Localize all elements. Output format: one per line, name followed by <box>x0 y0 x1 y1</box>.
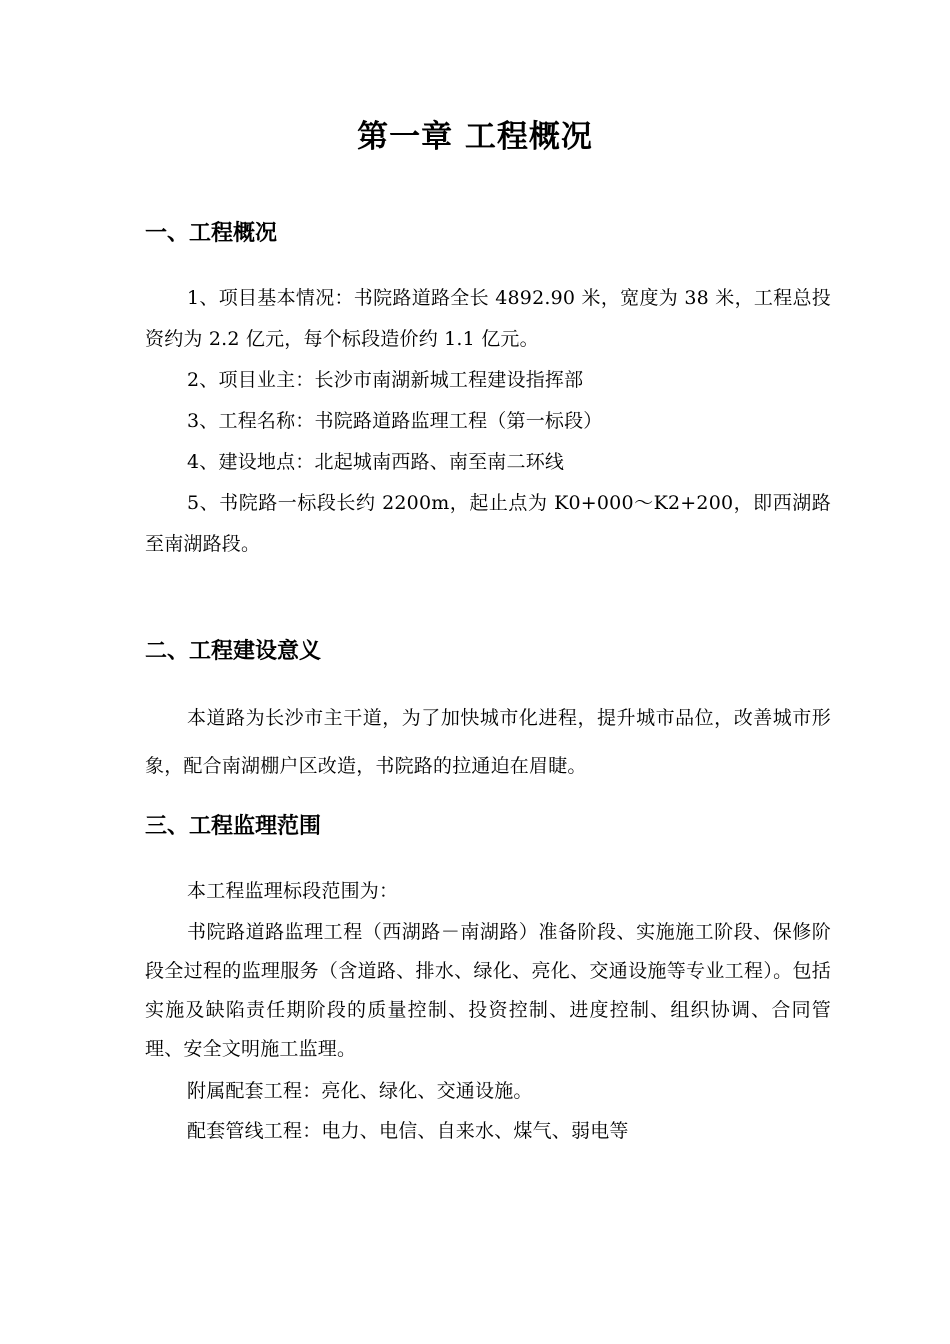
paragraph-section-length: 5、书院路一标段长约 2200m，起止点为 K0+000～K2+200，即西湖路至南湖路段。 <box>145 492 831 555</box>
paragraph-scope-detail: 书院路道路监理工程（西湖路－南湖路）准备阶段、实施施工阶段、保修阶段全过程的监理服务（含道路、排水、绿化、亮化、交通设施等专业工程）。包括实施及缺陷责任期阶段的质量控制、投资控制、进度控制、组织协调、合同管理、安全文明施工监理。 <box>145 921 831 1060</box>
chapter-title: 第一章 工程概况 <box>357 119 593 155</box>
paragraph-scope-intro: 本工程监理标段范围为： <box>187 880 399 902</box>
section-heading-supervision-scope: 三、工程监理范围 <box>145 814 322 839</box>
paragraph-pipeline-works: 配套管线工程：电力、电信、自来水、煤气、弱电等 <box>187 1120 629 1142</box>
paragraph-project-basics: 1、项目基本情况：书院路道路全长 4892.90 米，宽度为 38 米，工程总投资约为 2.2 亿元，每个标段造价约 1.1 亿元。 <box>145 287 831 350</box>
section-heading-significance: 二、工程建设意义 <box>145 639 322 664</box>
paragraph-project-name: 3、工程名称：书院路道路监理工程（第一标段） <box>187 410 603 432</box>
paragraph-auxiliary-works: 附属配套工程：亮化、绿化、交通设施。 <box>187 1080 533 1102</box>
paragraph-project-owner: 2、项目业主：长沙市南湖新城工程建设指挥部 <box>187 369 584 391</box>
paragraph-significance: 本道路为长沙市主干道，为了加快城市化进程，提升城市品位，改善城市形象，配合南湖棚户区改造，书院路的拉通迫在眉睫。 <box>145 707 831 777</box>
section-heading-overview: 一、工程概况 <box>145 221 278 246</box>
paragraph-project-location: 4、建设地点：北起城南西路、南至南二环线 <box>187 451 565 473</box>
